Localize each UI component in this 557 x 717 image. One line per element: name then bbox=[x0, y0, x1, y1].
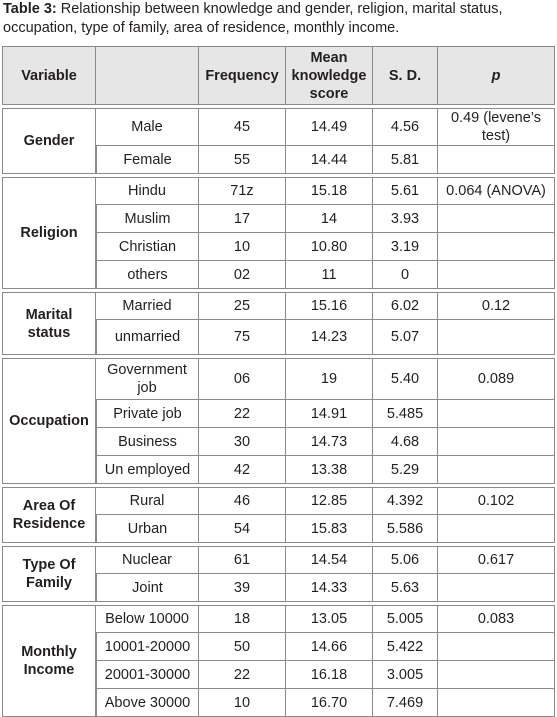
p-value-cell bbox=[438, 633, 555, 661]
category-cell: Joint bbox=[96, 574, 199, 602]
p-value-cell bbox=[438, 146, 555, 174]
frequency-cell: 06 bbox=[199, 358, 286, 400]
category-cell: 10001-20000 bbox=[96, 633, 199, 661]
table-row bbox=[2, 358, 555, 400]
mean-score-cell: 14.23 bbox=[286, 320, 373, 355]
sd-cell: 5.07 bbox=[373, 320, 438, 355]
sd-cell: 5.06 bbox=[373, 546, 438, 574]
frequency-cell: 10 bbox=[199, 689, 286, 717]
frequency-cell: 61 bbox=[199, 546, 286, 574]
frequency-cell: 71z bbox=[199, 177, 286, 205]
category-cell: Un employed bbox=[96, 456, 199, 484]
category-cell: Above 30000 bbox=[96, 689, 199, 717]
mean-score-cell: 12.85 bbox=[286, 487, 373, 515]
category-cell: Government job bbox=[96, 358, 199, 400]
sd-cell: 3.93 bbox=[373, 205, 438, 233]
table-row bbox=[2, 487, 555, 515]
frequency-cell: 54 bbox=[199, 515, 286, 543]
mean-score-cell: 13.38 bbox=[286, 456, 373, 484]
mean-score-cell: 14.91 bbox=[286, 400, 373, 428]
table-caption-label: Table 3: bbox=[3, 1, 57, 17]
category-cell: Urban bbox=[96, 515, 199, 543]
mean-score-cell: 16.70 bbox=[286, 689, 373, 717]
p-value-cell bbox=[438, 320, 555, 355]
header-p: p bbox=[438, 46, 555, 105]
category-cell: unmarried bbox=[96, 320, 199, 355]
mean-score-cell: 14.44 bbox=[286, 146, 373, 174]
variable-cell: Area Of Residence bbox=[2, 487, 96, 543]
p-value-cell bbox=[438, 400, 555, 428]
sd-cell: 5.40 bbox=[373, 358, 438, 400]
sd-cell: 3.005 bbox=[373, 661, 438, 689]
table-row bbox=[2, 605, 555, 633]
sd-cell: 5.586 bbox=[373, 515, 438, 543]
sd-cell: 5.422 bbox=[373, 633, 438, 661]
p-value-cell: 0.089 bbox=[438, 358, 555, 400]
frequency-cell: 22 bbox=[199, 661, 286, 689]
variable-cell: Monthly Income bbox=[2, 605, 96, 717]
p-value-cell: 0.617 bbox=[438, 546, 555, 574]
category-cell: Christian bbox=[96, 233, 199, 261]
frequency-cell: 18 bbox=[199, 605, 286, 633]
sd-cell: 5.63 bbox=[373, 574, 438, 602]
table-row bbox=[2, 292, 555, 320]
frequency-cell: 50 bbox=[199, 633, 286, 661]
sd-cell: 6.02 bbox=[373, 292, 438, 320]
frequency-cell: 10 bbox=[199, 233, 286, 261]
header-variable: Variable bbox=[2, 46, 96, 105]
header-frequency: Frequency bbox=[199, 46, 286, 105]
sd-cell: 5.005 bbox=[373, 605, 438, 633]
mean-score-cell: 14 bbox=[286, 205, 373, 233]
table-caption-text: Relationship between knowledge and gender, religion, marital status, occupation, type of family, area of residence, monthly income. bbox=[3, 1, 503, 36]
mean-score-cell: 19 bbox=[286, 358, 373, 400]
p-value-cell bbox=[438, 428, 555, 456]
header-row bbox=[2, 46, 555, 105]
mean-score-cell: 14.66 bbox=[286, 633, 373, 661]
p-value-cell bbox=[438, 233, 555, 261]
sd-cell: 7.469 bbox=[373, 689, 438, 717]
header-mean-knowledge-score: Mean knowledge score bbox=[286, 46, 373, 105]
category-cell: Nuclear bbox=[96, 546, 199, 574]
mean-score-cell: 14.54 bbox=[286, 546, 373, 574]
category-cell: Male bbox=[96, 108, 199, 146]
category-cell: Below 10000 bbox=[96, 605, 199, 633]
frequency-cell: 02 bbox=[199, 261, 286, 289]
p-value-cell: 0.12 bbox=[438, 292, 555, 320]
frequency-cell: 42 bbox=[199, 456, 286, 484]
sd-cell: 0 bbox=[373, 261, 438, 289]
sd-cell: 4.68 bbox=[373, 428, 438, 456]
category-cell: Rural bbox=[96, 487, 199, 515]
mean-score-cell: 13.05 bbox=[286, 605, 373, 633]
frequency-cell: 45 bbox=[199, 108, 286, 146]
p-value-cell bbox=[438, 689, 555, 717]
frequency-cell: 46 bbox=[199, 487, 286, 515]
category-cell: Female bbox=[96, 146, 199, 174]
variable-cell: Occupation bbox=[2, 358, 96, 484]
header-sd: S. D. bbox=[373, 46, 438, 105]
mean-score-cell: 14.49 bbox=[286, 108, 373, 146]
category-cell: Muslim bbox=[96, 205, 199, 233]
sd-cell: 5.61 bbox=[373, 177, 438, 205]
mean-score-cell: 16.18 bbox=[286, 661, 373, 689]
p-value-cell bbox=[438, 515, 555, 543]
p-value-cell bbox=[438, 574, 555, 602]
sd-cell: 5.485 bbox=[373, 400, 438, 428]
variable-cell: Gender bbox=[2, 108, 96, 174]
category-cell: Private job bbox=[96, 400, 199, 428]
p-value-cell bbox=[438, 661, 555, 689]
category-cell: Married bbox=[96, 292, 199, 320]
header-category bbox=[96, 46, 199, 105]
frequency-cell: 17 bbox=[199, 205, 286, 233]
p-value-cell: 0.49 (levene’s test) bbox=[438, 108, 555, 146]
frequency-cell: 55 bbox=[199, 146, 286, 174]
frequency-cell: 22 bbox=[199, 400, 286, 428]
variable-cell: Marital status bbox=[2, 292, 96, 355]
sd-cell: 4.56 bbox=[373, 108, 438, 146]
frequency-cell: 75 bbox=[199, 320, 286, 355]
mean-score-cell: 15.16 bbox=[286, 292, 373, 320]
variable-cell: Religion bbox=[2, 177, 96, 289]
variable-cell: Type Of Family bbox=[2, 546, 96, 602]
data-table bbox=[2, 46, 555, 717]
p-value-cell: 0.102 bbox=[438, 487, 555, 515]
table-row bbox=[2, 108, 555, 146]
p-value-cell bbox=[438, 261, 555, 289]
mean-score-cell: 14.33 bbox=[286, 574, 373, 602]
frequency-cell: 39 bbox=[199, 574, 286, 602]
sd-cell: 5.81 bbox=[373, 146, 438, 174]
frequency-cell: 30 bbox=[199, 428, 286, 456]
p-value-cell bbox=[438, 205, 555, 233]
sd-cell: 5.29 bbox=[373, 456, 438, 484]
p-value-cell bbox=[438, 456, 555, 484]
mean-score-cell: 10.80 bbox=[286, 233, 373, 261]
table-row bbox=[2, 177, 555, 205]
mean-score-cell: 15.83 bbox=[286, 515, 373, 543]
mean-score-cell: 14.73 bbox=[286, 428, 373, 456]
p-value-cell: 0.083 bbox=[438, 605, 555, 633]
category-cell: 20001-30000 bbox=[96, 661, 199, 689]
frequency-cell: 25 bbox=[199, 292, 286, 320]
table-row bbox=[2, 546, 555, 574]
mean-score-cell: 11 bbox=[286, 261, 373, 289]
sd-cell: 3.19 bbox=[373, 233, 438, 261]
category-cell: Hindu bbox=[96, 177, 199, 205]
sd-cell: 4.392 bbox=[373, 487, 438, 515]
category-cell: others bbox=[96, 261, 199, 289]
table-caption bbox=[3, 0, 555, 38]
p-value-cell: 0.064 (ANOVA) bbox=[438, 177, 555, 205]
category-cell: Business bbox=[96, 428, 199, 456]
mean-score-cell: 15.18 bbox=[286, 177, 373, 205]
